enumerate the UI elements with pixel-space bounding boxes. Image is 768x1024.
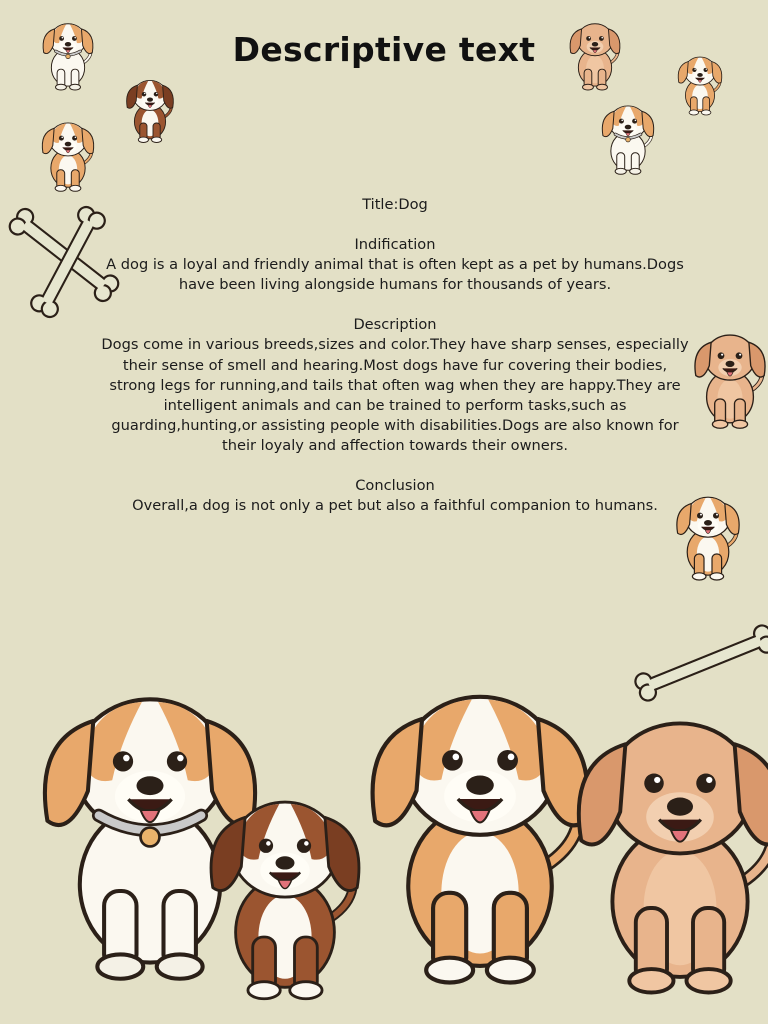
descriptive-text-block [100,195,690,516]
description-paragraph: Dogs come in various breeds,sizes and color.They have sharp senses, especially their sense of smell and hearing.Most dogs have fur covering their bodies, strong legs for running,and tails that often wag when they are happy.They are intelligent animals and can be trained to perform tasks,such as guarding,hunting,or assisting people with disabilities.Dogs are also known for their loyaly and affection towards their owners. [101,336,689,454]
conclusion-heading: Conclusion [355,477,435,495]
large-dog-4 [579,723,768,992]
identification-heading: Indification [354,236,436,254]
bone-right [633,623,768,703]
dog-sticker-3 [42,123,93,191]
identification-paragraph: A dog is a loyal and friendly animal that is often kept as a pet by humans.Dogs have been living alongside humans for thousands of years. [106,256,684,294]
dog-sticker-2 [127,80,174,142]
large-dog-3 [373,697,588,983]
description-heading: Description [353,316,437,334]
dog-sticker-6 [602,106,653,174]
page-title: Descriptive text [232,30,536,70]
title-line: Title:Dog [362,196,428,213]
conclusion-paragraph: Overall,a dog is not only a pet but also a faithful companion to humans. [132,497,658,515]
large-dog-2 [211,802,359,999]
dog-sticker-7 [695,335,765,428]
bone-left-2 [28,204,107,320]
